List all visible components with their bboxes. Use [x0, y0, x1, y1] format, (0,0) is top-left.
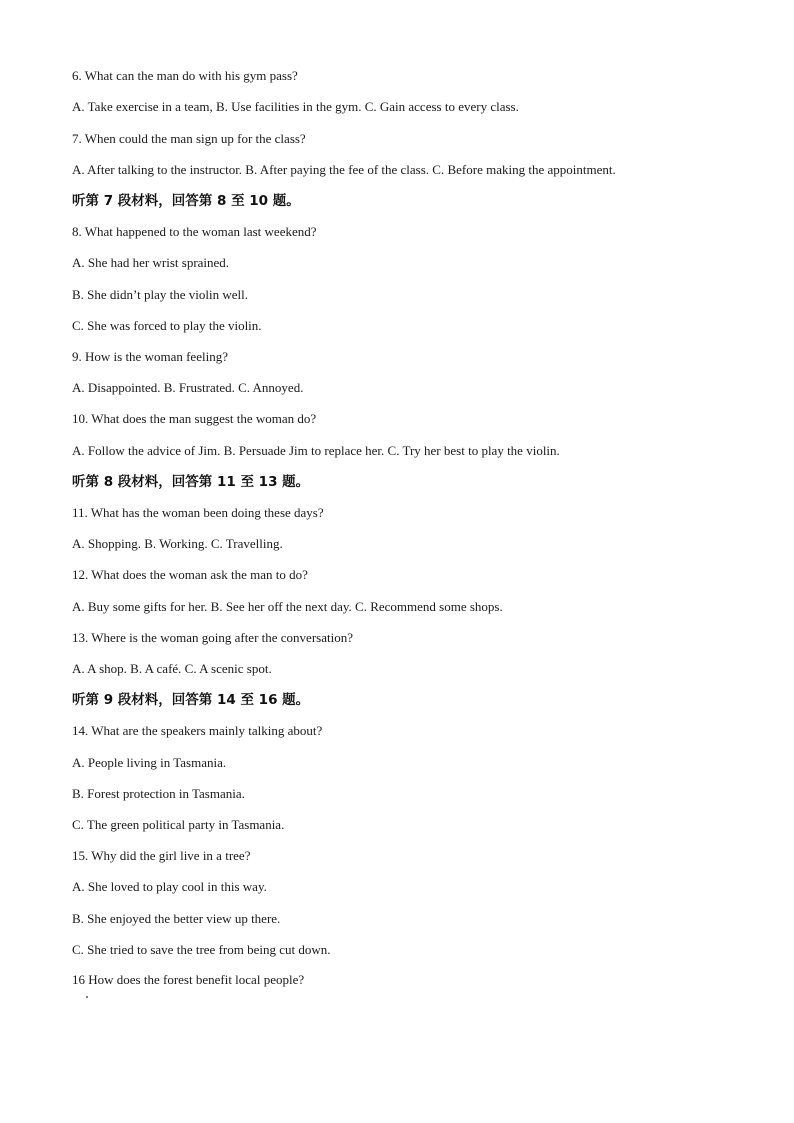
- section-heading-9: 听第 9 段材料，回答第 14 至 16 题。: [72, 692, 310, 708]
- question-14: 14. What are the speakers mainly talking about?: [72, 723, 323, 738]
- question-16: 16 How does the forest benefit local people?: [72, 972, 305, 987]
- question-11: 11. What has the woman been doing these days?: [72, 505, 324, 520]
- question-8-option-a: A. She had her wrist sprained.: [72, 255, 230, 270]
- question-14-option-a: A. People living in Tasmania.: [72, 755, 227, 770]
- question-10-options: A. Follow the advice of Jim. B. Persuade Jim to replace her. C. Try her best to play the violin.: [72, 443, 560, 458]
- question-8: 8. What happened to the woman last weekend?: [72, 224, 317, 239]
- question-15-option-c: C. She tried to save the tree from being cut down.: [72, 942, 331, 957]
- question-14-option-c: C. The green political party in Tasmania.: [72, 817, 285, 832]
- question-15: 15. Why did the girl live in a tree?: [72, 848, 251, 863]
- question-8-option-c: C. She was forced to play the violin.: [72, 318, 262, 333]
- question-14-option-b: B. Forest protection in Tasmania.: [72, 786, 245, 801]
- question-13: 13. Where is the woman going after the conversation?: [72, 630, 353, 645]
- stray-dot-mark: [86, 996, 88, 998]
- question-13-options: A. A shop. B. A café. C. A scenic spot.: [72, 661, 272, 676]
- question-12: 12. What does the woman ask the man to do?: [72, 567, 308, 582]
- question-15-option-b: B. She enjoyed the better view up there.: [72, 911, 281, 926]
- question-7-options: A. After talking to the instructor. B. After paying the fee of the class. C. Before making the appointment.: [72, 162, 616, 177]
- question-6-options: A. Take exercise in a team, B. Use facilities in the gym. C. Gain access to every class.: [72, 99, 519, 114]
- question-9-options: A. Disappointed. B. Frustrated. C. Annoyed.: [72, 380, 304, 395]
- question-11-options: A. Shopping. B. Working. C. Travelling.: [72, 536, 283, 551]
- question-10: 10. What does the man suggest the woman do?: [72, 411, 317, 426]
- question-7: 7. When could the man sign up for the class?: [72, 131, 306, 146]
- question-12-options: A. Buy some gifts for her. B. See her off the next day. C. Recommend some shops.: [72, 599, 503, 614]
- question-15-option-a: A. She loved to play cool in this way.: [72, 879, 267, 894]
- question-8-option-b: B. She didn’t play the violin well.: [72, 287, 248, 302]
- section-heading-8: 听第 8 段材料，回答第 11 至 13 题。: [72, 474, 310, 490]
- question-9: 9. How is the woman feeling?: [72, 349, 228, 364]
- question-6: 6. What can the man do with his gym pass?: [72, 68, 298, 83]
- section-heading-7: 听第 7 段材料，回答第 8 至 10 题。: [72, 193, 300, 209]
